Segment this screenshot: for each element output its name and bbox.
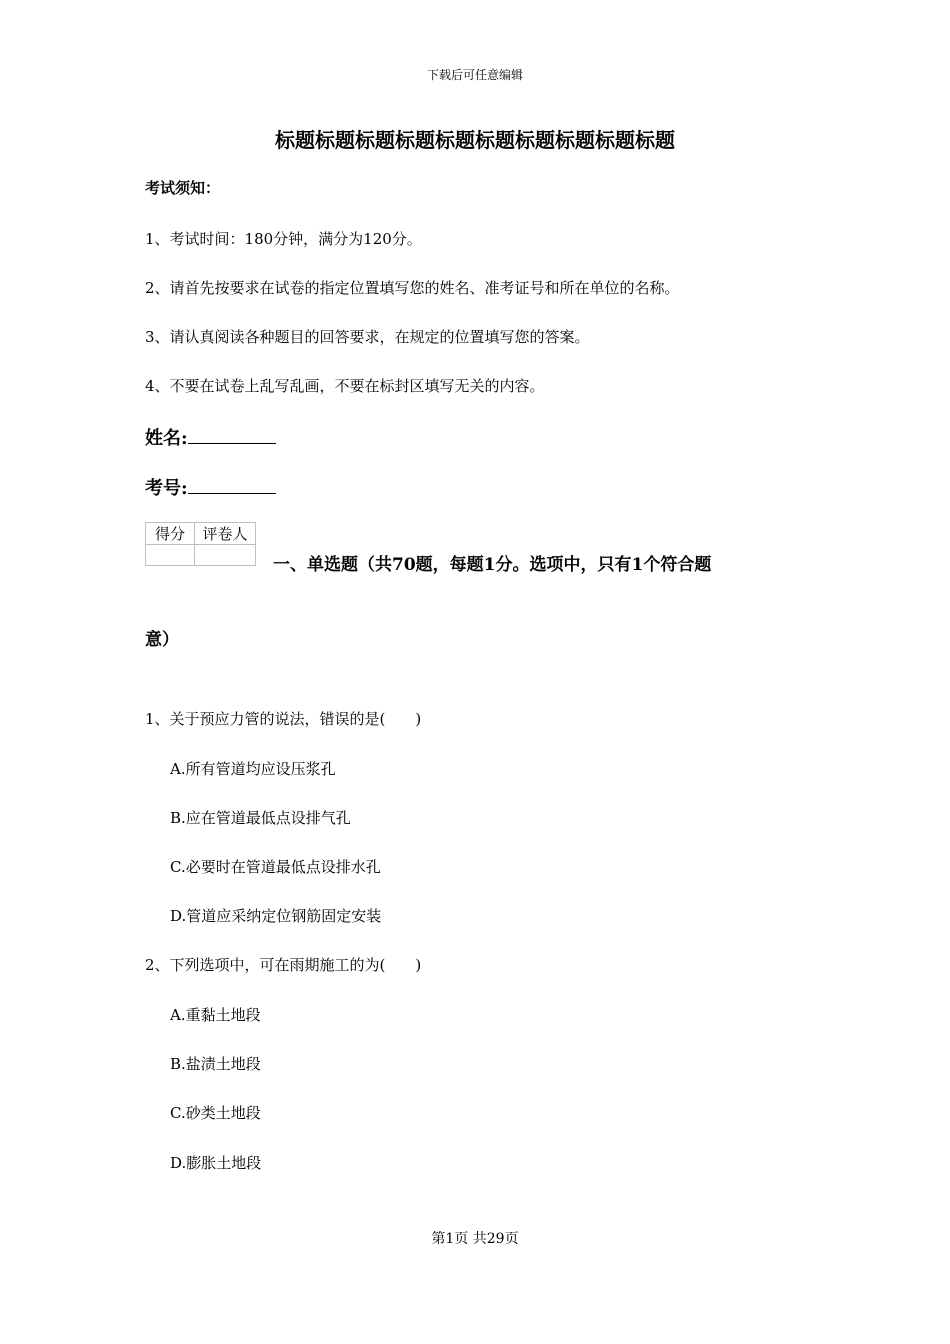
option-c: C.砂类土地段 [170,1104,261,1122]
notice-heading: 考试须知： [145,179,221,197]
exam-number-label: 考号: [145,478,188,499]
score-table [145,522,256,566]
grader-cell[interactable] [195,545,256,566]
question-stem: 1、关于预应力管的说法，错误的是( ) [145,710,422,728]
section-title: 一、单选题（共70题，每题1分。选项中，只有1个符合题 [273,555,712,575]
page-footer: 第1页 共29页 [431,1231,519,1247]
question-stem: 2、下列选项中，可在雨期施工的为( ) [145,956,422,974]
option-c: C.必要时在管道最低点设排水孔 [170,858,381,876]
exam-number-field [145,474,276,500]
name-label: 姓名: [145,428,188,449]
option-a: A.所有管道均应设压浆孔 [170,760,336,778]
rule-item: 3、请认真阅读各种题目的回答要求，在规定的位置填写您的答案。 [145,328,590,346]
option-a: A.重黏土地段 [170,1006,261,1024]
exam-number-blank-line[interactable] [188,475,276,494]
name-field [145,424,276,450]
document-title: 标题标题标题标题标题标题标题标题标题标题 [275,128,675,152]
option-b: B.应在管道最低点设排气孔 [170,809,351,827]
header-note: 下载后可任意编辑 [426,68,523,82]
score-header: 得分 [146,523,195,545]
option-d: D.管道应采纳定位钢筋固定安装 [170,907,382,925]
rule-item: 4、不要在试卷上乱写乱画，不要在标封区填写无关的内容。 [145,377,545,395]
score-cell[interactable] [146,545,195,566]
option-d: D.膨胀土地段 [170,1154,262,1172]
section-title-continued: 意） [145,630,179,650]
option-b: B.盐渍土地段 [170,1055,261,1073]
rule-item: 1、考试时间：180分钟，满分为120分。 [145,230,422,248]
grader-header: 评卷人 [195,523,256,545]
name-blank-line[interactable] [188,425,276,444]
rule-item: 2、请首先按要求在试卷的指定位置填写您的姓名、准考证号和所在单位的名称。 [145,279,680,297]
